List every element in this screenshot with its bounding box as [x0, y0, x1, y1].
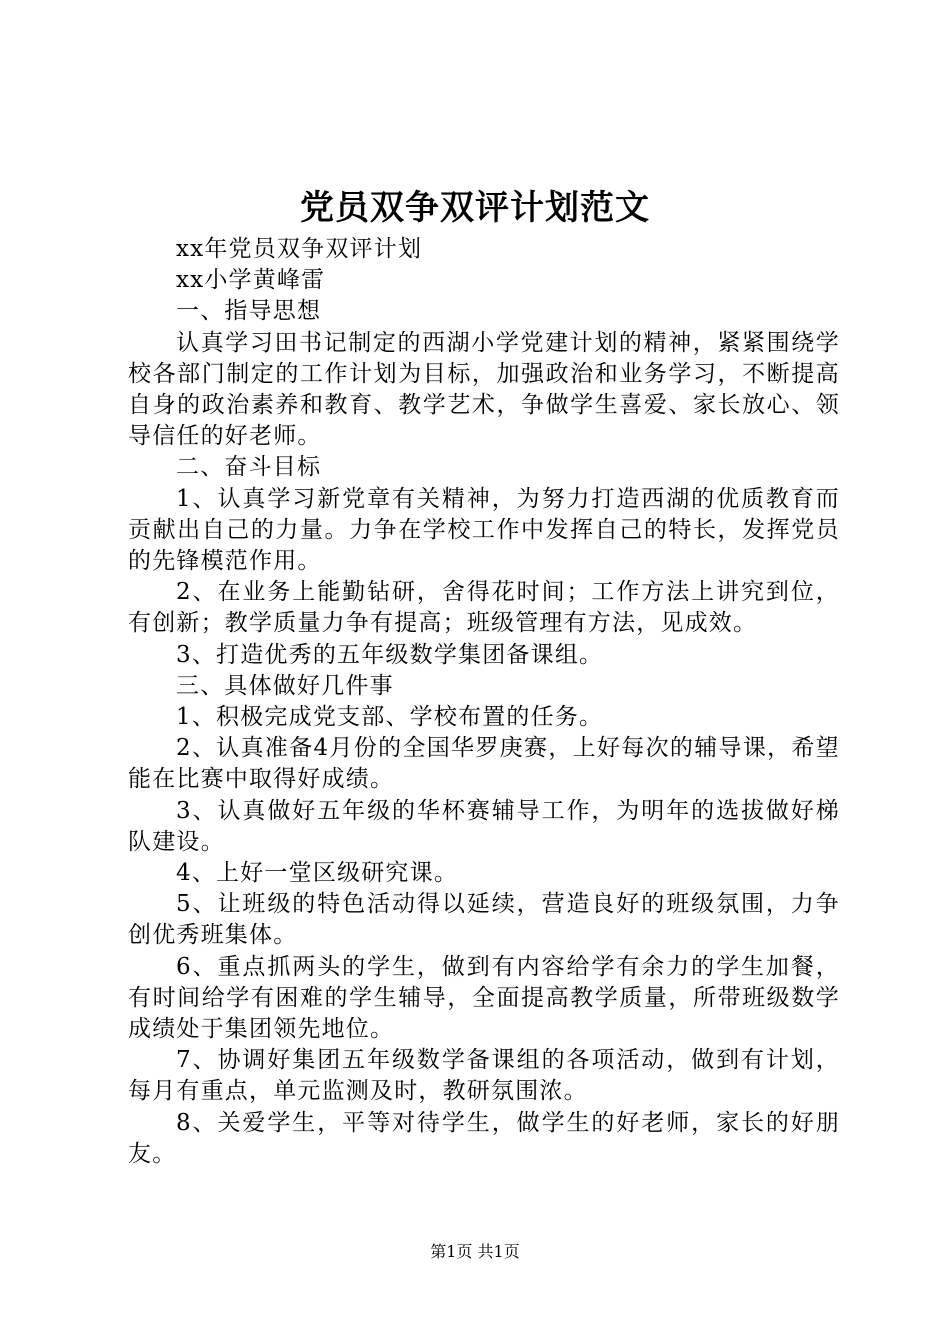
- paragraph: 4、上好一堂区级研究课。: [176, 860, 459, 887]
- paragraph: 认真学习田书记制定的西湖小学党建计划的精神，紧紧围绕学校各部门制定的工作计划为目标，加强政治和业务学习，不断提高自身的政治素养和教育、教学艺术，争做学生喜爱、家长放心、领导信任的好老师。: [128, 329, 840, 450]
- paragraph: 2、在业务上能勤钻研，舍得花时间；工作方法上讲究到位，有创新；教学质量力争有提高；班级管理有方法，见成效。: [128, 579, 840, 637]
- paragraph: 6、重点抓两头的学生，做到有内容给学有余力的学生加餐，有时间给学有困难的学生辅导，全面提高教学质量，所带班级数学成绩处于集团领先地位。: [128, 953, 840, 1043]
- paragraph: 3、打造优秀的五年级数学集团备课组。: [176, 641, 604, 668]
- paragraph: 5、让班级的特色活动得以延续，营造良好的班级氛围，力争创优秀班集体。: [128, 891, 840, 949]
- paragraph: 3、认真做好五年级的华杯赛辅导工作，为明年的选拔做好梯队建设。: [128, 797, 840, 855]
- paragraph: 2、认真准备4月份的全国华罗庚赛，上好每次的辅导课，希望能在比赛中取得好成绩。: [128, 735, 840, 793]
- document-body: [128, 234, 840, 1170]
- section-heading: 三、具体做好几件事: [176, 672, 394, 699]
- paragraph: 1、认真学习新党章有关精神，为努力打造西湖的优质教育而贡献出自己的力量。力争在学校工作中发挥自己的特长，发挥党员的先锋模范作用。: [128, 485, 840, 575]
- section-heading: 一、指导思想: [176, 298, 322, 325]
- paragraph: xx年党员双争双评计划: [176, 236, 423, 262]
- paragraph: 8、关爱学生，平等对待学生，做学生的好老师，家长的好朋友。: [128, 1109, 840, 1167]
- paragraph: 7、协调好集团五年级数学备课组的各项活动，做到有计划，每月有重点，单元监测及时，教研氛围浓。: [128, 1047, 840, 1105]
- paragraph: xx小学黄峰雷: [176, 267, 326, 294]
- paragraph: 1、积极完成党支部、学校布置的任务。: [176, 704, 604, 731]
- section-heading: 二、奋斗目标: [176, 454, 322, 481]
- page-footer: 第1页 共1页: [430, 1242, 520, 1261]
- document-title: 党员双争双评计划范文: [300, 188, 650, 228]
